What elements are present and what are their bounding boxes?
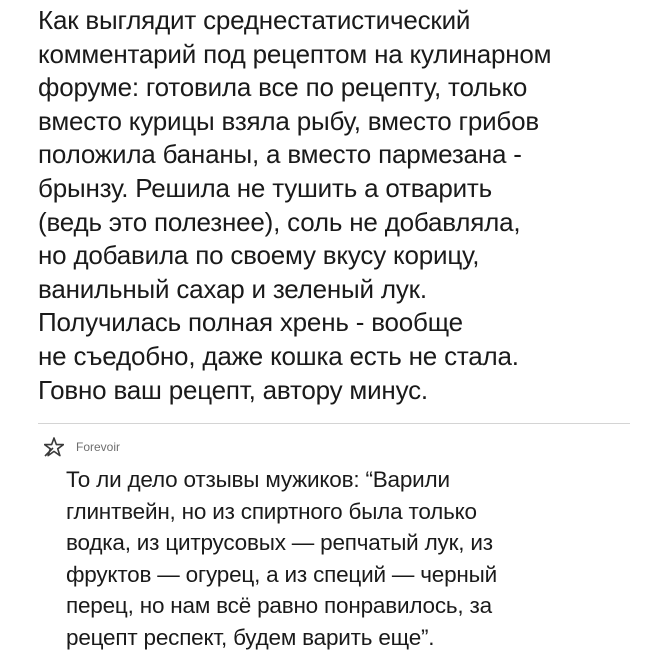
post-text-line: комментарий под рецептом на кулинарном	[38, 38, 552, 69]
pentagram-icon[interactable]	[44, 437, 64, 457]
comment-text	[66, 464, 497, 654]
comment-text-line: водка, из цитрусовых — репчатый лук, из	[66, 530, 493, 556]
comment-text-line: перец, но нам всё равно понравилось, за	[66, 593, 492, 619]
post-text-line: Говно ваш рецепт, автору минус.	[38, 374, 428, 405]
comment-header	[44, 436, 644, 458]
pentagram-icon-graphic	[44, 437, 64, 457]
post-text-line: (ведь это полезнее), соль не добавляла,	[38, 206, 521, 237]
post-text-line: Как выглядит среднестатистический	[38, 5, 471, 35]
post-text-line: ванильный сахар и зеленый лук.	[38, 273, 427, 304]
comment-text-line: То ли дело отзывы мужиков: “Варили	[66, 467, 450, 492]
post-text-line: но добавила по своему вкусу корицу,	[38, 240, 480, 271]
comment-text-line: рецепт респект, будем варить еще”.	[66, 624, 435, 650]
post-text-line: Получилась полная хрень - вообще	[38, 307, 463, 338]
post-text-line: вместо курицы взяла рыбу, вместо грибов	[38, 105, 539, 136]
post-text-line: не съедобно, даже кошка есть не стала.	[38, 340, 519, 371]
post-text-line: брынзу. Решила не тушить а отварить	[38, 172, 492, 203]
comment-username[interactable]: Forevoir	[76, 440, 121, 454]
comment	[44, 436, 644, 650]
post-text	[38, 4, 638, 407]
post-text-line: положила бананы, а вместо пармезана -	[38, 139, 522, 170]
post-text-line: форуме: готовила все по рецепту, только	[38, 72, 528, 103]
comment-divider	[38, 423, 630, 424]
comment-text-line: глинтвейн, но из спиртного была только	[66, 498, 477, 524]
comment-text-line: фруктов — огурец, а из специй — черный	[66, 561, 497, 587]
